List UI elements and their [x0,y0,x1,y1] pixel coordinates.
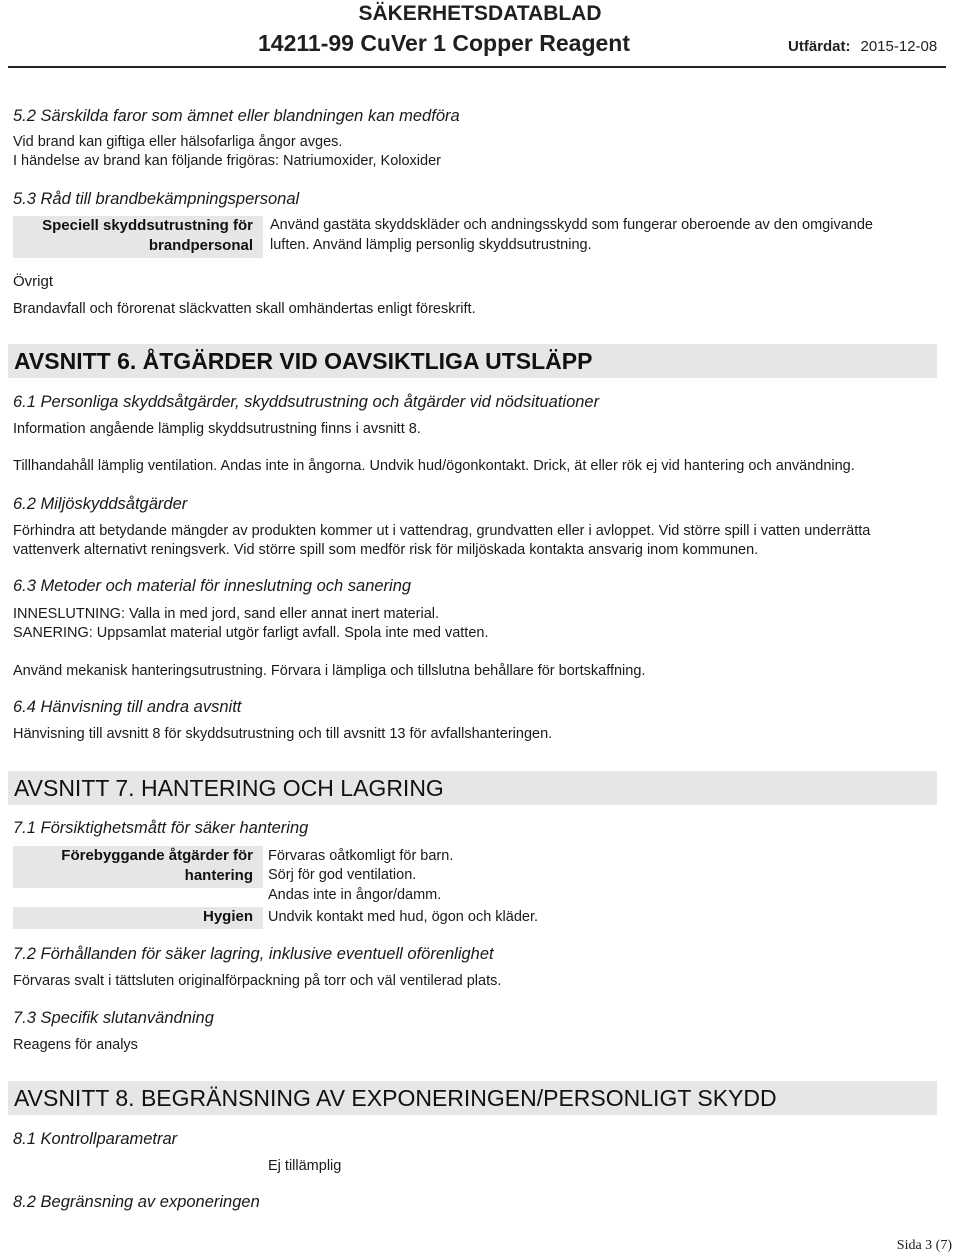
section-6-3-line-1: INNESLUTNING: Valla in med jord, sand eller annat inert material. [13,606,440,622]
page-number: Sida 3 (7) [896,1238,952,1253]
section-8-banner [8,1081,937,1115]
preventive-measures-label [13,846,263,888]
protective-equipment-text-line-1: Använd gastäta skyddskläder och andningsskydd som fungerar oberoende av den omgivande [270,217,873,233]
section-8-1-value: Ej tillämplig [268,1158,342,1174]
header-divider [8,66,946,68]
preventive-measures-line-3: Andas inte in ångor/damm. [268,887,442,903]
hygiene-label-text: Hygien [202,908,253,925]
section-6-4-heading: 6.4 Hänvisning till andra avsnitt [13,698,242,716]
section-6-4-line-1: Hänvisning till avsnitt 8 för skyddsutrustning och till avsnitt 13 för avfallshanteringen. [13,726,553,742]
protective-equipment-label [13,216,263,258]
section-8-2-heading: 8.2 Begränsning av exponeringen [13,1193,260,1211]
product-name: 14211-99 CuVer 1 Copper Reagent [258,30,630,56]
section-8-1-heading: 8.1 Kontrollparametrar [13,1130,178,1148]
preventive-measures-label-line-1: Förebyggande åtgärder för [61,847,253,864]
protective-equipment-label-line-1: Speciell skyddsutrustning för [42,217,253,234]
section-7-title: AVSNITT 7. HANTERING OCH LAGRING [14,775,444,801]
section-5-2-line-1: Vid brand kan giftiga eller hälsofarliga ångor avges. [13,134,343,150]
preventive-measures-line-2: Sörj för god ventilation. [268,867,417,883]
section-7-2-heading: 7.2 Förhållanden för säker lagring, inklusive eventuell oförenlighet [13,945,494,963]
section-6-2-line-2: vattenverk alternativt reningsverk. Vid större spill som medför risk för miljöskada kontakta ansvarig inom kommunen. [13,542,759,558]
other-heading: Övrigt [13,273,54,290]
section-5-2-heading: 5.2 Särskilda faror som ämnet eller blandningen kan medföra [13,107,460,125]
issue-date-value: 2015-12-08 [860,38,938,55]
section-6-3-line-2: SANERING: Uppsamlat material utgör farligt avfall. Spola inte med vatten. [13,625,489,641]
section-6-3-line-3: Använd mekanisk hanteringsutrustning. Förvara i lämpliga och tillslutna behållare för bortskaffning. [13,663,646,679]
section-8-title: AVSNITT 8. BEGRÄNSNING AV EXPONERINGEN/PERSONLIGT SKYDD [14,1085,777,1111]
section-6-title: AVSNITT 6. ÅTGÄRDER VID OAVSIKTLIGA UTSLÄPP [14,348,593,374]
preventive-measures-label-line-2: hantering [184,867,253,884]
section-5-3-heading: 5.3 Råd till brandbekämpningspersonal [13,190,300,208]
section-6-1-line-2: Tillhandahåll lämplig ventilation. Andas inte in ångorna. Undvik hud/ögonkontakt. Drick, ät eller rök ej vid hantering och användning. [13,458,855,474]
section-6-2-heading: 6.2 Miljöskyddsåtgärder [13,495,188,513]
section-7-1-heading: 7.1 Försiktighetsmått för säker hantering [13,819,309,837]
section-7-3-heading: 7.3 Specifik slutanvändning [13,1009,214,1027]
protective-equipment-label-line-2: brandpersonal [148,237,253,254]
issue-date-label: Utfärdat: [788,38,851,55]
issue-date [788,38,937,55]
other-text: Brandavfall och förorenat släckvatten skall omhändertas enligt föreskrift. [13,301,476,317]
section-7-2-line-1: Förvaras svalt i tättsluten originalförpackning på torr och väl ventilerad plats. [13,973,502,989]
section-6-3-heading: 6.3 Metoder och material för inneslutning och sanering [13,577,412,595]
document-title: SÄKERHETSDATABLAD [358,2,602,25]
section-6-1-heading: 6.1 Personliga skyddsåtgärder, skyddsutrustning och åtgärder vid nödsituationer [13,393,600,411]
section-6-1-line-1: Information angående lämplig skyddsutrustning finns i avsnitt 8. [13,421,421,437]
section-5-2-line-2: I händelse av brand kan följande frigöras: Natriumoxider, Koloxider [13,153,441,169]
section-7-3-line-1: Reagens för analys [13,1037,138,1053]
section-7-banner [8,771,937,805]
section-6-2-line-1: Förhindra att betydande mängder av produkten kommer ut i vattendrag, grundvatten eller i avloppet. Vid större spill i vatten underrätta [13,523,871,539]
protective-equipment-text-line-2: luften. Använd lämplig personlig skyddsutrustning. [270,237,592,253]
hygiene-text: Undvik kontakt med hud, ögon och kläder. [268,909,539,925]
hygiene-label [13,907,263,929]
preventive-measures-line-1: Förvaras oåtkomligt för barn. [268,848,454,864]
section-6-banner [8,344,937,378]
